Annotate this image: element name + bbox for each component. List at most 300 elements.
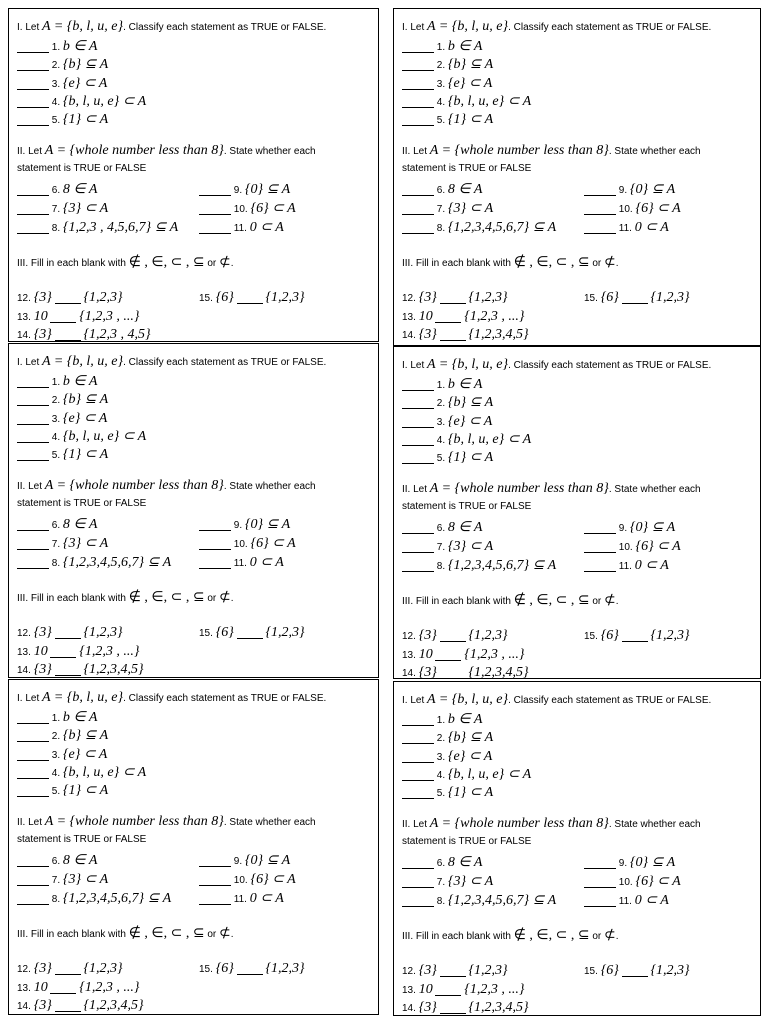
question-number: 7. [436,542,446,553]
section-1-instruction: . Classify each statement as TRUE or FALSE. [123,22,327,33]
answer-blank[interactable] [584,571,616,572]
section-3-end: . [230,258,234,269]
section-2-instruction: . State whether each [223,817,316,828]
answer-blank[interactable] [402,408,434,409]
fill-in-row [402,327,529,344]
fill-blank[interactable] [55,340,81,341]
section-2-heading [17,478,316,495]
question-row [17,374,97,391]
fill-blank[interactable] [435,660,461,661]
question-number: 1. [51,377,61,388]
question-row [402,712,482,729]
section-2-heading-line2 [17,496,146,513]
question-expression: {1,2,3,4,5,6,7} ⊆ A [447,893,557,908]
question-number: 11. [233,894,247,905]
question-expression: {0} ⊆ A [244,517,291,532]
question-number: 3. [436,79,446,90]
answer-blank[interactable] [17,741,49,742]
question-row [402,855,482,872]
section-1-heading [17,354,326,371]
question-expression: {e} ⊂ A [62,411,108,426]
question-number: 15. [584,631,598,642]
answer-blank[interactable] [199,530,231,531]
section-2-lead: II. Let [17,481,45,492]
question-expression: b ∈ A [447,39,483,54]
answer-blank[interactable] [17,424,49,425]
question-row [17,429,146,446]
fill-in-row [17,980,139,997]
left-operand: {6} [600,290,619,305]
section-1-instruction: . Classify each statement as TRUE or FALSE. [508,695,712,706]
section-2-set: A = {whole number less than 8} [44,478,224,493]
fill-blank[interactable] [50,322,76,323]
question-number: 6. [51,856,61,867]
question-row [17,555,171,572]
section-1-set: A = {b, l, u, e} [427,19,509,34]
answer-blank[interactable] [402,125,434,126]
worksheet-card [8,8,379,342]
fill-blank[interactable] [55,303,81,304]
section-2-lead: II. Let [402,484,430,495]
section-3-lead: III. Fill in each blank with [402,596,514,607]
question-row [402,785,493,802]
section-1-heading [17,19,326,36]
question-row [17,728,108,745]
question-row [584,539,681,556]
question-row [17,747,107,764]
question-expression: {e} ⊂ A [447,749,493,764]
section-3-or: or [589,258,605,269]
question-row [402,112,493,129]
question-row [584,874,681,891]
fill-blank[interactable] [440,678,466,679]
question-expression: 0 ⊂ A [249,220,284,235]
question-expression: {b, l, u, e} ⊂ A [447,767,532,782]
question-row [17,872,108,889]
question-row [402,874,493,891]
question-row [199,220,284,237]
question-expression: {3} ⊂ A [447,539,494,554]
answer-blank[interactable] [17,723,49,724]
question-number: 4. [436,435,446,446]
section-3-symbols: ∉ , ∈, ⊂ , ⊆ [513,255,590,270]
question-number: 12. [402,293,416,304]
question-expression: b ∈ A [447,377,483,392]
section-2-lead: II. Let [17,146,45,157]
fill-in-row [17,327,151,342]
question-number: 14. [17,330,31,341]
right-operand: {1,2,3} [265,625,305,640]
answer-blank[interactable] [199,904,231,905]
fill-blank[interactable] [55,1011,81,1012]
answer-blank[interactable] [402,463,434,464]
answer-blank[interactable] [584,906,616,907]
fill-blank[interactable] [55,974,81,975]
answer-blank[interactable] [402,762,434,763]
section-2-lead: II. Let [17,817,45,828]
section-2-instruction: . State whether each [608,819,701,830]
fill-in-row [402,963,508,980]
section-2-instruction: . State whether each [608,146,701,157]
answer-blank[interactable] [402,89,434,90]
right-operand: {1,2,3} [265,290,305,305]
section-2-heading-line2 [17,161,146,178]
question-number: 11. [618,896,632,907]
question-expression: {b, l, u, e} ⊂ A [62,765,147,780]
answer-blank[interactable] [402,887,434,888]
question-row [402,450,493,467]
section-1-instruction: . Classify each statement as TRUE or FALSE. [123,693,327,704]
right-operand: {1,2,3,4,5} [83,998,144,1013]
answer-blank[interactable] [402,906,434,907]
fill-blank[interactable] [440,641,466,642]
question-number: 10. [233,204,248,215]
right-operand: {1,2,3} [650,290,690,305]
answer-blank[interactable] [17,442,49,443]
question-number: 13. [402,650,416,661]
question-number: 15. [199,628,213,639]
answer-blank[interactable] [17,214,49,215]
question-number: 4. [51,97,61,108]
question-number: 2. [436,733,446,744]
answer-blank[interactable] [17,89,49,90]
fill-blank[interactable] [435,322,461,323]
answer-blank[interactable] [402,390,434,391]
answer-blank[interactable] [199,885,231,886]
left-operand: 10 [33,309,48,324]
question-row [584,558,669,575]
right-operand: {1,2,3 , ...} [464,982,525,997]
question-number: 4. [436,770,446,781]
question-number: 6. [436,858,446,869]
section-1-heading [402,692,711,709]
fill-blank[interactable] [622,303,648,304]
question-number: 7. [51,539,61,550]
question-number: 8. [436,896,446,907]
question-number: 8. [51,894,61,905]
question-number: 12. [17,964,31,975]
section-2-heading-line2 [402,499,531,516]
question-row [17,220,178,237]
left-operand: 10 [33,644,48,659]
question-number: 5. [51,450,61,461]
answer-blank[interactable] [584,868,616,869]
question-number: 13. [402,312,416,323]
answer-blank[interactable] [584,233,616,234]
question-number: 9. [618,185,628,196]
answer-blank[interactable] [17,885,49,886]
question-expression: {1} ⊂ A [62,783,109,798]
question-expression: {e} ⊂ A [447,414,493,429]
answer-blank[interactable] [402,868,434,869]
answer-blank[interactable] [17,568,49,569]
fill-blank[interactable] [50,657,76,658]
answer-blank[interactable] [199,866,231,867]
answer-blank[interactable] [17,904,49,905]
answer-blank[interactable] [17,125,49,126]
answer-blank[interactable] [402,725,434,726]
left-operand: {3} [33,961,52,976]
section-2-instruction: . State whether each [608,484,701,495]
answer-blank[interactable] [402,52,434,53]
question-row [402,539,493,556]
answer-blank[interactable] [199,214,231,215]
question-expression: {6} ⊂ A [635,539,681,554]
section-3-or: or [204,258,220,269]
question-number: 3. [436,752,446,763]
answer-blank[interactable] [402,427,434,428]
answer-blank[interactable] [17,760,49,761]
worksheet-card [393,346,761,679]
question-expression: {6} ⊂ A [250,872,296,887]
answer-blank[interactable] [199,568,231,569]
section-2-set: A = {whole number less than 8} [429,143,609,158]
section-3-end: . [615,596,619,607]
question-expression: {6} ⊂ A [250,536,296,551]
question-row [17,112,108,129]
question-row [199,853,290,870]
question-row [199,182,290,199]
section-1-heading [402,357,711,374]
left-operand: 10 [418,309,433,324]
section-2-instruction-cont: statement is TRUE or FALSE [402,501,532,512]
question-expression: {1,2,3,4,5,6,7} ⊆ A [447,220,557,235]
fill-in-row [17,662,144,678]
question-expression: {b, l, u, e} ⊂ A [447,432,532,447]
left-operand: {3} [418,963,437,978]
question-row [402,395,493,412]
question-row [402,893,556,910]
right-operand: {1,2,3 , ...} [464,309,525,324]
question-row [402,414,492,431]
section-3-symbols: ∉ , ∈, ⊂ , ⊆ [128,590,205,605]
question-row [17,76,107,93]
section-3-heading [402,255,619,272]
question-number: 9. [233,520,243,531]
fill-blank[interactable] [440,1013,466,1014]
question-number: 12. [17,293,31,304]
right-operand: {1,2,3} [83,290,123,305]
answer-blank[interactable] [17,233,49,234]
answer-blank[interactable] [402,571,434,572]
answer-blank[interactable] [199,195,231,196]
question-number: 14. [17,665,31,676]
section-1-set: A = {b, l, u, e} [42,690,124,705]
answer-blank[interactable] [402,780,434,781]
answer-blank[interactable] [17,195,49,196]
answer-blank[interactable] [402,533,434,534]
section-2-instruction-cont: statement is TRUE or FALSE [17,498,147,509]
question-number: 2. [51,60,61,71]
section-1-instruction: . Classify each statement as TRUE or FALSE. [508,360,712,371]
answer-blank[interactable] [17,549,49,550]
fill-in-row [402,290,508,307]
section-1-set: A = {b, l, u, e} [42,19,124,34]
answer-blank[interactable] [17,387,49,388]
question-row [17,411,107,428]
question-row [17,94,146,111]
question-number: 15. [584,293,598,304]
fill-blank[interactable] [55,638,81,639]
section-1-heading [17,690,326,707]
question-expression: b ∈ A [447,712,483,727]
question-number: 4. [436,97,446,108]
section-1-instruction: . Classify each statement as TRUE or FALSE. [508,22,712,33]
right-operand: {1,2,3,4,5} [468,665,529,679]
question-row [17,536,108,553]
fill-blank[interactable] [622,976,648,977]
question-expression: {0} ⊆ A [629,182,676,197]
answer-blank[interactable] [402,195,434,196]
question-expression: {0} ⊆ A [244,182,291,197]
right-operand: {1,2,3 , ...} [79,644,140,659]
question-expression: {0} ⊆ A [629,520,676,535]
left-operand: {3} [418,665,437,679]
section-2-heading [402,143,701,160]
question-expression: {3} ⊂ A [62,536,109,551]
section-2-heading-line2 [17,832,146,849]
right-operand: {1,2,3} [265,961,305,976]
question-row [584,182,675,199]
question-number: 4. [51,432,61,443]
section-1-lead: I. Let [402,695,428,706]
question-expression: {6} ⊂ A [635,874,681,889]
question-number: 11. [233,223,247,234]
fill-blank[interactable] [440,340,466,341]
question-expression: {b} ⊆ A [447,395,494,410]
right-operand: {1,2,3} [468,963,508,978]
section-3-symbols: ∉ , ∈, ⊂ , ⊆ [513,928,590,943]
question-expression: {b} ⊆ A [447,57,494,72]
question-number: 2. [436,60,446,71]
question-expression: b ∈ A [62,710,98,725]
left-operand: {3} [418,1000,437,1015]
left-operand: {6} [215,290,234,305]
answer-blank[interactable] [17,107,49,108]
left-operand: {3} [33,290,52,305]
section-3-last-symbol: ⊄ [219,590,231,605]
question-row [199,555,284,572]
question-number: 10. [233,539,248,550]
section-3-end: . [230,593,234,604]
fill-blank[interactable] [435,995,461,996]
question-number: 12. [402,631,416,642]
worksheet-card [8,679,379,1015]
question-number: 14. [402,1003,416,1014]
section-1-lead: I. Let [17,693,43,704]
answer-blank[interactable] [17,460,49,461]
fill-blank[interactable] [440,303,466,304]
section-2-set: A = {whole number less than 8} [429,816,609,831]
question-expression: {b, l, u, e} ⊂ A [62,94,147,109]
section-3-end: . [615,931,619,942]
answer-blank[interactable] [402,233,434,234]
section-2-lead: II. Let [402,819,430,830]
question-number: 10. [618,204,633,215]
answer-blank[interactable] [17,52,49,53]
section-2-instruction-cont: statement is TRUE or FALSE [17,834,147,845]
question-number: 12. [17,628,31,639]
section-3-symbols: ∉ , ∈, ⊂ , ⊆ [128,255,205,270]
answer-blank[interactable] [584,214,616,215]
section-3-heading [17,255,234,272]
question-expression: {0} ⊆ A [629,855,676,870]
answer-blank[interactable] [199,549,231,550]
answer-blank[interactable] [402,214,434,215]
answer-blank[interactable] [199,233,231,234]
right-operand: {1,2,3 , ...} [79,980,140,995]
question-row [17,710,97,727]
left-operand: {3} [33,998,52,1013]
section-3-or: or [589,931,605,942]
question-expression: b ∈ A [62,374,98,389]
question-number: 9. [618,523,628,534]
answer-blank[interactable] [402,70,434,71]
section-1-instruction: . Classify each statement as TRUE or FALSE. [123,357,327,368]
question-expression: {b} ⊆ A [62,728,109,743]
answer-blank[interactable] [17,405,49,406]
fill-in-row [17,290,123,307]
answer-blank[interactable] [17,866,49,867]
question-expression: {1} ⊂ A [447,785,494,800]
fill-blank[interactable] [237,303,263,304]
question-row [199,872,296,889]
answer-blank[interactable] [402,743,434,744]
question-row [199,891,284,908]
question-row [402,767,531,784]
question-expression: {1} ⊂ A [62,112,109,127]
section-3-lead: III. Fill in each blank with [17,593,129,604]
answer-blank[interactable] [402,445,434,446]
question-row [17,891,171,908]
section-2-instruction: . State whether each [223,146,316,157]
fill-blank[interactable] [622,641,648,642]
question-expression: {b} ⊆ A [62,57,109,72]
question-number: 3. [436,417,446,428]
question-expression: 8 ∈ A [447,182,483,197]
question-expression: {3} ⊂ A [62,201,109,216]
question-number: 7. [51,204,61,215]
right-operand: {1,2,3 , 4,5} [83,327,151,342]
answer-blank[interactable] [17,70,49,71]
question-row [402,558,556,575]
answer-blank[interactable] [402,107,434,108]
fill-blank[interactable] [55,675,81,676]
answer-blank[interactable] [17,778,49,779]
fill-blank[interactable] [440,976,466,977]
left-operand: {3} [33,625,52,640]
answer-blank[interactable] [17,796,49,797]
question-expression: 8 ∈ A [447,520,483,535]
answer-blank[interactable] [584,533,616,534]
answer-blank[interactable] [402,798,434,799]
section-3-or: or [204,593,220,604]
question-expression: {6} ⊂ A [635,201,681,216]
fill-blank[interactable] [237,638,263,639]
answer-blank[interactable] [17,530,49,531]
left-operand: {6} [600,628,619,643]
fill-blank[interactable] [237,974,263,975]
fill-blank[interactable] [50,993,76,994]
question-number: 1. [51,42,61,53]
section-3-last-symbol: ⊄ [219,255,231,270]
answer-blank[interactable] [584,195,616,196]
answer-blank[interactable] [584,552,616,553]
answer-blank[interactable] [402,552,434,553]
fill-in-row [402,665,529,679]
right-operand: {1,2,3} [83,961,123,976]
answer-blank[interactable] [584,887,616,888]
